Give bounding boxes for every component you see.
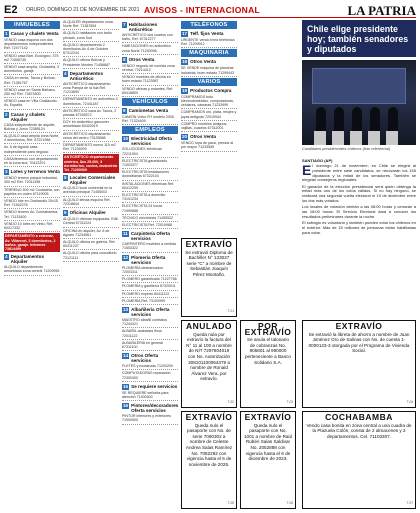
classified-ad: SOLUCIONES eléctricas 72211904 [122,147,178,157]
classified-ad: VENDO casa esquina con dos departamentos independientes Ref. 72477142 [4,38,60,53]
notice-text: Queda nula por extravío la factura del N° 11 al 100 a nombre de NIT 7297804019 con No. Autorización 308101100064379 a nombre de Ronald Álvarez Vera, por extravío. [186,331,232,382]
notice-code: T-06 [286,501,293,506]
article-paragraph: El ganador de la elección presidencial será quien obtenga la mitad más uno de los votos válidos. Si no hay ninguno, se realizará una segunda vuelta electoral el 19 de diciembre entre los dos más votados. [302,183,416,204]
section-title: AVISOS - INTERNACIONAL [144,5,260,15]
section-header: VARIOS [181,78,237,86]
category-header [181,31,237,37]
featured-ad: DEPARTAMENTO a estrenar, Av. Villarroel, 3 dormitorios, 2 baños, garaje. Informes 73814499 [4,233,60,252]
category-label: Locales Comerciales Alquiler [69,175,116,186]
classified-ad: TÉCNICO electricista 71455522 [122,216,178,222]
category-number: 4 [5,254,8,260]
classified-ad: ALQUILO oficinas equipadas, Edif. Central 67311224 [63,217,119,227]
category-header [181,59,237,65]
classified-ad: ELECTRICISTA instalaciones domiciliarias 67322104 [122,170,178,180]
notice-box [302,411,416,509]
classified-ad: ELECTRICISTA 24 horas 71999888 [122,204,178,214]
notice-code: T-04 [406,400,413,405]
notice-title: EXTRAVÍO [244,412,292,422]
classified-ad: ANTICRÉTICO dos cuartos con baño, Ref. 67312277 [122,33,178,43]
classified-ad: VENDO casa en Villa Challacollo, Av. España [4,99,60,109]
classified-ad: ANTICRÉTICO departamento zona Pampa de la Isla Ref. 71213890 [63,82,119,97]
category-label: Otros Venta [128,56,155,62]
classifieds-column-2 [63,20,119,263]
classified-ad: VENDO lote en Challacollo 20x15 Ref. 71542276 [4,199,60,209]
section-header: VEHÍCULOS [122,98,178,106]
category-number: 15 [123,383,129,389]
category-label: Plomería Oferta servicios [131,254,166,265]
category-label: Oficinas Alquiler [69,210,106,216]
category-number: 16 [123,403,129,409]
classified-ad: CASA en venta, Tacna y Bolívar, Ref: 71381767 [4,76,60,86]
classifieds-column-1 [4,20,60,277]
category-header [122,384,178,390]
classified-ad: FLETES y mudanzas 71200200 [122,364,178,370]
category-number: 11 [123,231,128,237]
category-number: 20 [182,134,188,140]
category-header [122,353,178,363]
classified-ad: SE VENDE máquina de planchar industrial, buen estado 71299443 [181,66,237,76]
newspaper-logo: LA PATRIA [347,3,416,18]
category-number: 10 [123,136,129,142]
classified-ad: VENDO muebles de oficina en buen estado 71123987 [122,75,178,85]
classified-ad: CASA independiente de alquiler, Bolívar y Junín 72389124 [4,123,60,133]
classified-ad: VENDO ropa de paca, precios al por mayor 71233555 [181,141,237,151]
news-headline: Chile elige presidente hoy; también senadores y diputados [302,20,416,57]
classified-ad: DEPARTAMENTO nuevo 115 m2 Ref. 71234009 [63,143,119,153]
classified-ad: ALQUILO casa amplia zona Norte, 4 dormitorios, Ref. 67221988 [4,134,60,144]
classified-ad: CAMIÓN Volvo FH modelo 2005 Ref. 71324409 [122,115,178,125]
stage-screen [312,68,406,104]
category-number: 6 [64,210,67,216]
classified-ad: ELECTRICISTA Ref. 72019988 [122,223,178,229]
section-header: MAQUINARIA [181,49,237,57]
classified-ad: CASA/terrenos con departamento en la zona sud, 70412201 [4,157,60,167]
featured-ad: ANTICRÉTICO departamento céntrico, $us 25.000, 3 dormitorios, cocina, lavandería Tel. 71200000 [64,155,118,173]
category-label: Productos Compra [190,87,232,93]
classified-ad: COMPRAMOS oro, plata, relojes y joyas antiguas 72019944 [181,110,237,120]
podium [368,131,380,145]
article-paragraph: Los locales de votación abrirán a las 08:00 horas y cerrarán a las 18:00 horas. El Servicio Electoral dará a conocer los resultados preliminares durante la noche. [302,204,416,219]
notice-text: Se extravió la libreta de ahorro a nombre de Juan Jiménez Oro de Salinas con No. de cuenta 1-0000123-3 otorgada por el Programa de Vivienda Social. [308,331,410,354]
notice-title: EXTRAVÍO [335,321,383,331]
category-label: Otros Venta [190,59,216,65]
classified-ad: VENDO negocio de comida zona central, 72214412 [122,64,178,74]
category-header [122,136,178,146]
category-label: Lotes y terrenos Venta [10,169,60,175]
issue-date: ORURO, DOMINGO 21 DE NOVIEMBRE DE 2021 [26,7,140,13]
classified-ad: ALQUILO departamento amueblado zona central 71209955 [4,265,60,275]
notice-box [240,411,296,509]
classified-ad: PLOMERO experto 60411122 [122,292,178,298]
category-label: Casas y chalets Venta [10,31,59,36]
category-header [4,254,60,264]
classified-ad: PLOMERÍA y gasfitería 67320011 [122,284,178,290]
category-header [181,88,237,94]
classified-ad: INSTALACIONES eléctricas Ref. 60412299 [122,182,178,192]
notice-title: COCHABAMBA [325,412,393,422]
classified-ad: ALQUILO tienda esquina Ref. 72318844 [63,198,119,208]
notice-title: ANULADO [186,321,232,331]
article-paragraph: El sufragio es voluntario y también pueden votar los chilenos en el exterior. Más de 15 millones de personas están habilitadas para votar. [302,220,416,235]
notice-box [240,320,296,408]
category-header [122,403,178,413]
category-label: Carpintería Oferta servicios [130,231,170,242]
masthead [4,4,416,18]
classified-ad: PLOMERÍA Ref. 73100999 [122,299,178,305]
photo-caption: Candidatos presidenciales chilenos (foto referencial). [302,147,392,151]
classified-ad: ANTICRÉTICO departamento cerca del centro 73125588 [63,132,119,142]
category-number: 2 [5,111,8,117]
notice-code: T-03 [286,400,293,405]
classified-ad: VENDO casa Barr. Ecológico, 375 m2 71506745 [4,54,60,64]
category-label: Camionetas Venta [128,108,169,114]
classified-ad: VENDO casa amplia, Ciudadela, 3 dormitorios, garaje [4,65,60,75]
category-number: 9 [123,108,126,114]
notice-text: Se anula el talonario de cobranzas No. 905801 al 990000 perteneciente a Banco Solidario S.A. [245,337,291,365]
category-number: 12 [123,254,129,260]
category-label: Otros Oferta servicios [131,353,159,364]
notice-code: T-01 [227,309,234,314]
classified-ad: ALBAÑIL acabados finos 72011122 [122,329,178,339]
category-label: Habitaciones Anticrético [128,22,158,32]
notice-box [181,238,237,317]
classified-ad: ALQUILO oficina Bolívar y Presidente Montes 71456687 [63,58,119,68]
classified-ad: OFICINA en alquiler, Av. 6 de Agosto 71234561 [63,229,119,239]
category-label: Electricidad Oferta servicios [131,136,172,147]
classified-ad: HABITACIONES en anticrético zona Norte 71240096 [122,44,178,54]
notice-box [302,320,416,408]
drop-cap: E [302,162,312,178]
category-number: 8 [123,56,126,62]
classified-ad: CARPINTERO muebles a medida 71553322 [122,242,178,252]
category-header [4,169,60,175]
section-header: TELÉFONOS [181,21,237,29]
classified-ad: Av. 6 de Agosto casa independiente para negocio [4,145,60,155]
category-number: 17 [182,31,188,36]
category-number: 5 [64,175,67,181]
classified-ad: ELECTRICISTA a domicilio 73101234 [122,193,178,203]
classified-ad: VENDO terreno Av. Cochabamba, Tel. 71133400 [4,210,60,220]
category-header [122,22,178,32]
category-label: Pintores/decoradores Oferta servicios [131,403,179,414]
category-number: 4 [64,70,67,76]
classified-ad: DOY en anticrético garzonier amueblado 60420019 [63,120,119,130]
classified-ad: PLOMERO garantizado 71227766 [122,277,178,283]
page-number: E2 [4,4,18,16]
notice-box [181,320,237,408]
notice-code: T-05 [227,501,234,506]
category-header [122,108,178,114]
section-header: EMPLEOS [122,126,178,134]
category-number: 13 [123,306,129,312]
podium [314,131,326,145]
classified-ad: URGENTE vendo línea telefónica Ref. 71209912 [181,38,237,48]
section-header: INMUEBLES [4,21,60,29]
classified-ad: PLOMERÍA destrancados 72003311 [122,266,178,276]
classified-ad: VENDO casa en Santa Bárbara, 250 m2 Ref. 73874500 [4,88,60,98]
category-number: 1 [5,31,8,36]
notice-text: Vendo casa bonita en zona central a una cuadra de la Plazuela Colón, consta de 2 almacenes y 3 departamentos. Cel. 71103307. [306,422,412,439]
category-header [63,71,119,81]
category-label: Otros Venta [190,134,216,140]
category-header [4,31,60,37]
classified-ad: ELECTRICISTA garantizado 71003377 [122,159,178,169]
category-number: 14 [123,353,129,359]
classified-ad: TERRENO 500 m2 Ciudadela, con papeles en orden 67119005 [4,188,60,198]
category-header [63,210,119,216]
notice-text: Queda nulo el pasaporte con No. 1001 a nombre de Raúl Rubén Salas Saldivar No. 2052888 con vigencia hasta el 6 de diciembre de 2023. [244,422,293,462]
notice-title: EXTRAVÍO [185,239,233,249]
classified-ad: COMPUTADORAS reparación 72300300 [122,371,178,381]
classified-ad: ANTICRÉTICO casa Av. Tacna, 2 plantas 67345572 [63,109,119,119]
notice-text: Se extravió Diploma de Bachiller N° 133027 serie "C" a nombre de Sebastián Joaquín Pérez Montaño. [185,249,233,277]
classified-ad: PINTOR interiores y exteriores 71500500 [122,414,178,424]
classified-ad: SE REQUIERE señorita para atención 71400400 [122,391,178,401]
dateline: SANTIAGO (AP) [302,158,333,163]
category-label: Departamentos Alquiler [10,254,45,265]
notice-code: T-07 [406,501,413,506]
podium [350,131,362,145]
classified-ad: ALQUILO habitación con baño privado, zona Sud [63,31,119,41]
classified-ad: ALQUILO oficina para consultorio 73121111 [63,251,119,261]
category-header [122,255,178,265]
category-header [4,112,60,122]
category-label: Se requiere servicios [131,383,178,389]
category-label: Albañilería Oferta servicios [131,306,170,317]
podium [386,131,398,145]
category-header [63,175,119,185]
classified-ad: ALQUILO local comercial en la avenida principal 71455003 [63,186,119,196]
news-photo [302,60,416,145]
classified-ad: VENDO 10 lotes en Vinto, Ref. 60417332 [4,222,60,232]
category-header [122,231,178,241]
notice-box [181,411,237,509]
classified-ad: ALQUILO oficina en galería, Ref. 60411237 [63,240,119,250]
category-number: 18 [182,59,188,65]
notice-title: EXTRAVÍO [185,412,233,422]
category-header [122,57,178,63]
category-label: Departamentos Anticrético [69,70,104,81]
classified-ad: ALQUILER departamento zona Norte Ref. 71387654 [63,20,119,30]
classified-ad: MAESTRO albañil contratos 71244321 [122,318,178,328]
category-label: Casas y chalets Alquiler [10,111,46,122]
classified-ad: DEPARTAMENTO en anticrético 3 dormitorios, 72441187 [63,97,119,107]
classifieds-column-3 [122,20,178,426]
category-header [122,307,178,317]
classified-ad: COMPRAMOS todo electrodoméstico, computadoras, celulares, cámaras 71233999 [181,95,237,110]
classified-ad: VENDO vitrinas y estantes, Ref. 60418800 [122,87,178,97]
article-paragraph: l domingo 21 de noviembre, en Chile se elegirá al presidente entre siete candidatos, se renovarán los 155 diputados y la mitad de los senadores. También se elegirán consejeros regionales. [302,163,416,183]
notice-text: Queda nulo el pasaporte con No. de serie 7090302 a nombre de Celeste Andrea Salas Ramírez No. 7082292 con vigencia hasta el 6 de noviembre de 2025. [185,422,233,467]
category-header [181,134,237,140]
classifieds-column-4 [181,20,237,153]
category-number: 7 [123,22,126,27]
classified-ad: COMPRO muebles antiguos, vajillas, cuadros 67312001 [181,122,237,132]
category-number: 3 [5,169,8,175]
notice-title: POR EXTRAVÍO [244,321,292,337]
category-number: 19 [182,87,188,93]
podium [332,131,344,145]
notice-code: T-02 [227,400,234,405]
category-label: Telf. fijos Venta [190,31,224,36]
classified-ad: VENDO terreno parque industrial, 300 m2 Ref. 72011398 [4,176,60,186]
classified-ad: ALQUILO departamento 2 dormitorios Av. 6 de Octubre 67312244 [63,43,119,58]
news-article [302,164,416,237]
classified-ad: ALBAÑILERÍA en general 67311100 [122,341,178,351]
